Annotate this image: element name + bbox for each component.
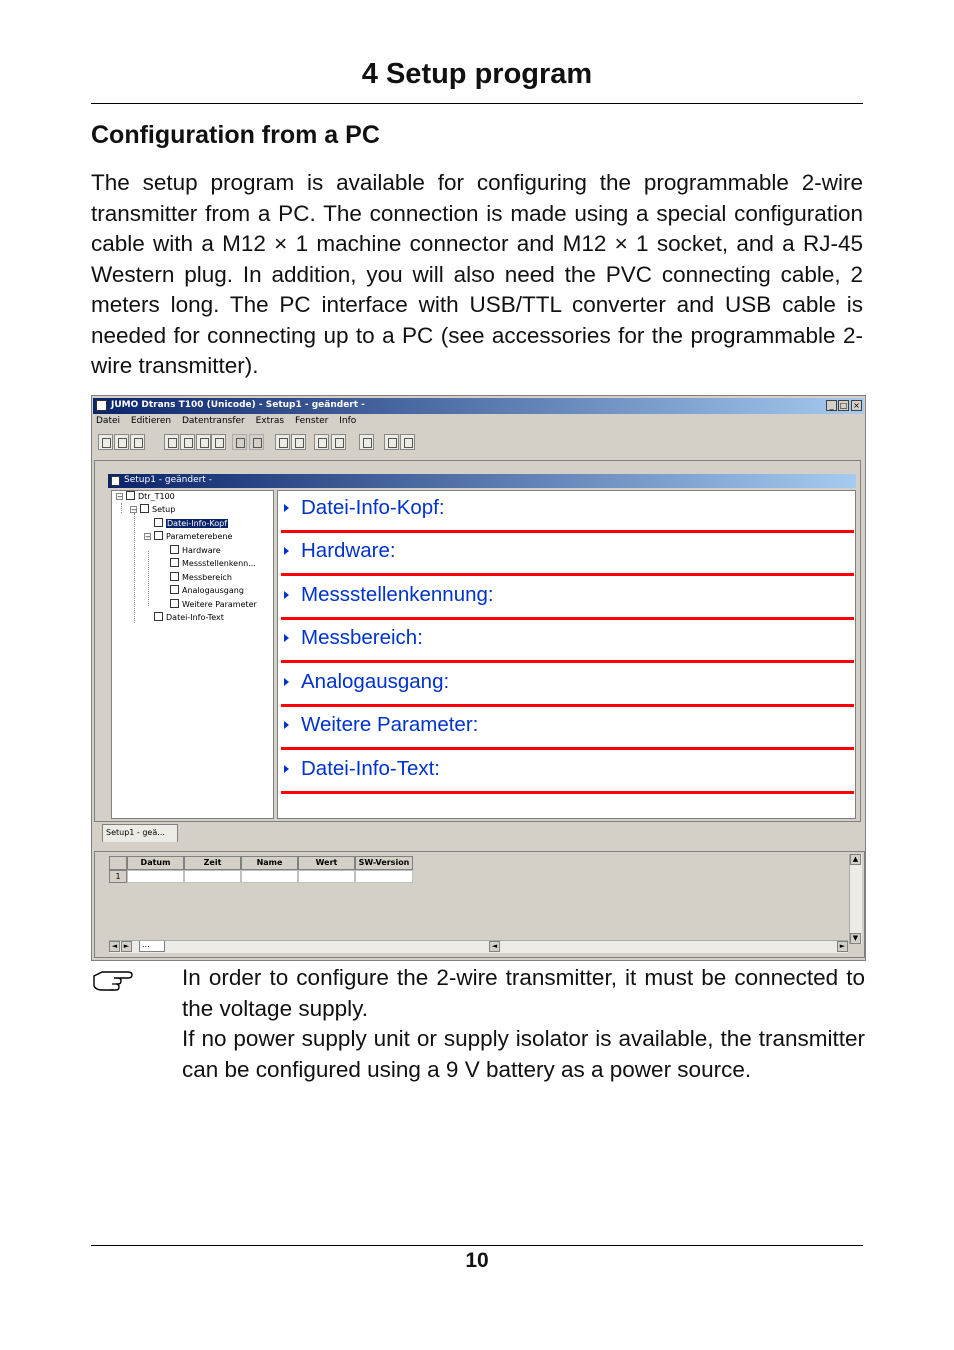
expand-arrow-icon <box>284 547 289 555</box>
log-col-name[interactable]: Name <box>241 856 298 870</box>
tree-node-messstellenkennung[interactable]: Messstellenkenn... <box>170 558 256 570</box>
tools-icon[interactable] <box>359 434 374 450</box>
collapse-toggle[interactable]: − <box>117 493 123 501</box>
header-rule <box>91 103 863 104</box>
document-window <box>94 460 861 822</box>
expand-arrow-icon <box>284 634 289 642</box>
tree-node-weitere-parameter[interactable]: Weitere Parameter <box>170 599 257 611</box>
edit-document-icon <box>170 545 179 554</box>
log-sheet-tab[interactable]: ... <box>139 941 165 952</box>
color-palette-icon[interactable] <box>211 434 226 450</box>
document-icon <box>111 476 120 486</box>
section-body: The setup program is available for configuring the programmable 2-wire transmitter from a PC. The connection is made using a special configuration cable with a M12 × 1 machine connector and M12 × 1 socket, and a RJ-45 Western plug. In addition, you will also need the PVC connecting cable, 2 meters long. The PC interface with USB/TTL converter and USB cable is needed for connecting up to a PC (see accessories for the programmable 2-wire transmitter). <box>91 170 863 378</box>
log-col-sw-version[interactable]: SW-Version <box>355 856 413 870</box>
tree-node-hardware[interactable]: Hardware <box>170 545 221 557</box>
detail-panel <box>277 490 856 819</box>
menubar <box>96 416 364 430</box>
collapse-toggle[interactable]: − <box>131 506 137 514</box>
expand-arrow-icon <box>284 721 289 729</box>
tree-node-dtr-t100[interactable]: − Dtr_T100 <box>117 492 175 501</box>
menu-info[interactable]: Info <box>339 416 357 426</box>
close-button[interactable]: × <box>851 400 862 411</box>
detail-analogausgang[interactable]: Analogausgang: <box>281 665 854 707</box>
log-cell[interactable] <box>184 870 241 883</box>
edit-document-icon <box>170 585 179 594</box>
detail-messstellenkennung[interactable]: Messstellenkennung: <box>281 578 854 620</box>
log-col-datum[interactable]: Datum <box>127 856 184 870</box>
redo-icon[interactable] <box>249 434 264 450</box>
edit-document-icon <box>170 558 179 567</box>
print-icon[interactable] <box>180 434 195 450</box>
scroll-left-icon[interactable]: ◄ <box>489 941 500 952</box>
log-corner-header <box>109 856 127 870</box>
footer-rule <box>91 1245 863 1246</box>
pointing-hand-icon <box>92 966 134 994</box>
chapter-title: 4 Setup program <box>361 58 593 90</box>
settings-icon[interactable] <box>196 434 211 450</box>
edit-document-icon <box>154 612 163 621</box>
menu-fenster[interactable]: Fenster <box>294 416 329 426</box>
collapse-toggle[interactable]: − <box>145 533 151 541</box>
document-tab[interactable]: Setup1 - geä... <box>102 824 178 842</box>
page-number: 10 <box>465 1249 489 1272</box>
menu-datei[interactable]: Datei <box>96 416 121 426</box>
scroll-left-icon[interactable]: ◄ <box>109 941 120 952</box>
save-icon[interactable] <box>130 434 145 450</box>
detail-weitere-parameter[interactable]: Weitere Parameter: <box>281 708 854 750</box>
tree-connector <box>148 551 149 606</box>
tree-connector <box>121 503 122 513</box>
parameter-level-icon <box>154 531 163 540</box>
child-window-title: Setup1 - geändert - <box>124 475 212 485</box>
edit-document-icon <box>170 599 179 608</box>
log-row-number: 1 <box>109 870 127 883</box>
open-folder-icon[interactable] <box>114 434 129 450</box>
scroll-up-icon[interactable]: ▲ <box>850 854 861 865</box>
tree-node-datei-info-text[interactable]: Datei-Info-Text <box>154 612 224 624</box>
tree-node-messbereich[interactable]: Messbereich <box>170 572 232 584</box>
setup-icon <box>140 504 149 513</box>
minimize-button[interactable]: _ <box>826 400 837 411</box>
device-icon <box>126 491 135 500</box>
detail-hardware[interactable]: Hardware: <box>281 534 854 576</box>
note-paragraph-1: In order to configure the 2-wire transmitter, it must be connected to the voltage supply. <box>182 965 865 1021</box>
tree-node-parameterebene[interactable]: − Parameterebene <box>145 532 233 541</box>
expand-arrow-icon <box>284 765 289 773</box>
scroll-right-icon[interactable]: ► <box>121 941 132 952</box>
new-file-icon[interactable] <box>98 434 113 450</box>
app-window-title: JUMO Dtrans T100 (Unicode) - Setup1 - geändert - <box>111 400 365 410</box>
detail-datei-info-text[interactable]: Datei-Info-Text: <box>281 752 854 794</box>
event-log-panel <box>94 851 865 958</box>
log-cell[interactable] <box>127 870 184 883</box>
maximize-button[interactable]: □ <box>839 401 848 410</box>
expand-arrow-icon <box>284 504 289 512</box>
detail-messbereich[interactable]: Messbereich: <box>281 621 854 663</box>
menu-datentransfer[interactable]: Datentransfer <box>181 416 245 426</box>
child-window-titlebar <box>108 474 856 488</box>
note-text <box>182 963 865 1085</box>
detail-datei-info-kopf[interactable]: Datei-Info-Kopf: <box>281 491 854 533</box>
expand-arrow-icon <box>284 591 289 599</box>
print-preview-icon[interactable] <box>164 434 179 450</box>
log-cell[interactable] <box>241 870 298 883</box>
setup-program-screenshot <box>91 395 866 961</box>
tree-node-analogausgang[interactable]: Analogausgang <box>170 585 244 597</box>
menu-extras[interactable]: Extras <box>255 416 285 426</box>
log-col-wert[interactable]: Wert <box>298 856 355 870</box>
scroll-right-icon[interactable]: ► <box>837 941 848 952</box>
tile-horizontal-icon[interactable] <box>384 434 399 450</box>
note-paragraph-2: If no power supply unit or supply isolator is available, the transmitter can be configured using a 9 V battery as a power source. <box>182 1026 865 1082</box>
edit-document-icon <box>154 518 163 527</box>
log-cell[interactable] <box>298 870 355 883</box>
transfer-down-icon[interactable] <box>331 434 346 450</box>
app-titlebar <box>93 398 864 414</box>
transfer-up-icon[interactable] <box>314 434 329 450</box>
log-vertical-scrollbar[interactable] <box>849 854 862 944</box>
menu-editieren[interactable]: Editieren <box>130 416 172 426</box>
cascade-windows-icon[interactable] <box>400 434 415 450</box>
log-col-zeit[interactable]: Zeit <box>184 856 241 870</box>
transfer-icon[interactable] <box>275 434 290 450</box>
tree-node-datei-info-kopf[interactable]: Datei-Info-Kopf <box>154 518 228 530</box>
edit-document-icon <box>170 572 179 581</box>
app-icon <box>96 400 107 411</box>
log-cell[interactable] <box>355 870 413 883</box>
parameter-tree <box>111 490 274 819</box>
log-table <box>109 856 853 940</box>
scroll-down-icon[interactable]: ▼ <box>850 933 861 944</box>
section-title: Configuration from a PC <box>91 121 380 149</box>
log-horizontal-scrollbar[interactable] <box>109 940 848 953</box>
expand-arrow-icon <box>284 678 289 686</box>
transfer-from-device-icon[interactable] <box>291 434 306 450</box>
undo-icon[interactable] <box>232 434 247 450</box>
tree-connector <box>134 513 135 623</box>
tree-node-setup[interactable]: − Setup <box>131 505 176 514</box>
